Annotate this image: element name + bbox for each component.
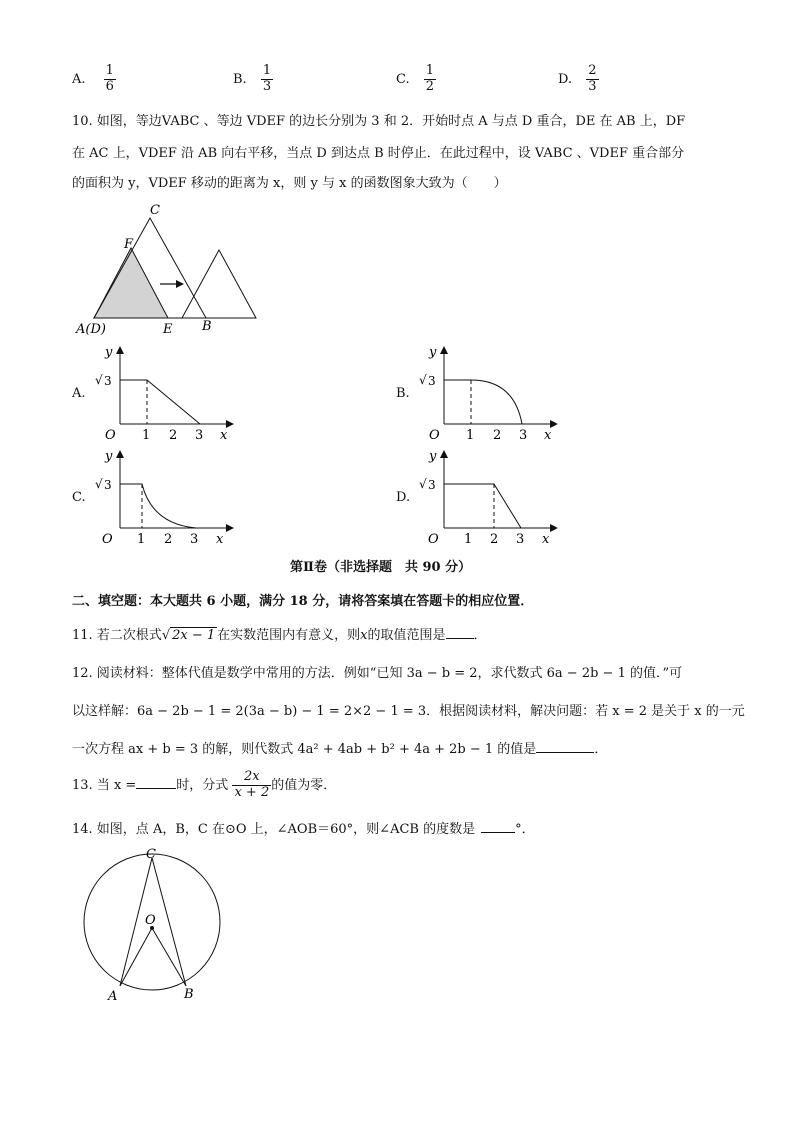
svg-text:B: B [184, 987, 194, 1002]
svg-text:2: 2 [169, 428, 178, 442]
part2-title: 第Ⅱ卷（非选择题 共 90 分） [290, 560, 472, 575]
graph-c-curve [120, 484, 196, 528]
q12-line-3: 一次方程 ax + b = 3 的解，则代数式 4a² + 4ab + b² + 4a + 2b − 1 的值是 ． [72, 742, 608, 757]
svg-text:y: y [105, 449, 113, 464]
svg-text:x: x [220, 428, 228, 442]
svg-text:x: x [216, 532, 224, 546]
q9-option-a: A. $\frac{1}{6}$ [72, 63, 114, 94]
graph-b [414, 342, 574, 442]
svg-text:C: C [146, 847, 156, 862]
q9-option-c: C. $\frac{1}{2}$ [396, 63, 435, 94]
q12-answer-blank[interactable] [536, 740, 594, 753]
q10-option-a-label: A. [72, 386, 86, 401]
angle-aob [120, 928, 186, 986]
section2-title: 二、填空题：本大题共 6 小题，满分 18 分，请将答案填在答题卡的相应位置． [72, 594, 534, 609]
q14-answer-blank[interactable] [481, 820, 515, 833]
svg-text:O: O [105, 428, 116, 442]
svg-text:y: y [429, 345, 437, 360]
sqrt-symbol: √ [161, 628, 171, 643]
svg-text:√: √ [95, 373, 103, 387]
q9-option-d: D. $\frac{2}{3}$ [558, 63, 597, 94]
label-e: E [163, 322, 173, 337]
q12-line-2: 以这样解：6a − 2b − 1 = 2(3a − b) − 1 = 2×2 − 1 = 3．根据阅读材料，解决问题：若 x = 2 是关于 x 的一元 [72, 704, 745, 719]
q11: 11. 若二次根式√ 2x − 1 在实数范围内有意义，则x的取值范围是 ． [72, 628, 487, 643]
q13: 13. 当 x = 时，分式 $\frac{2x}{x + 2}$ 的值为零． [72, 769, 337, 800]
svg-text:x: x [544, 428, 552, 442]
graph-b-curve [444, 380, 522, 424]
svg-text:√: √ [95, 477, 103, 491]
svg-text:3: 3 [195, 428, 204, 442]
q9-option-b: B. $\frac{1}{3}$ [233, 63, 272, 94]
q10-option-d-label: D. [396, 490, 411, 505]
graph-d [414, 446, 574, 546]
arrow-head [176, 280, 184, 288]
q10-line-3: 的面积为 y，VDEF 移动的距离为 x，则 y 与 x 的函数图象大致为（ ） [72, 176, 507, 191]
svg-text:1: 1 [142, 428, 151, 442]
svg-text:3: 3 [104, 374, 112, 388]
q10-option-c-label: C. [72, 490, 86, 505]
svg-text:√: √ [419, 373, 427, 387]
q12-line-1: 12. 阅读材料：整体代值是数学中常用的方法．例如“已知 3a − b = 2，求代数式 6a − 2b − 1 的值．”可 [72, 666, 683, 681]
graph-d-curve [444, 484, 521, 528]
graph-c [90, 446, 250, 546]
label-c: C [150, 203, 160, 218]
q11-answer-blank[interactable] [446, 626, 474, 639]
triangle-moved [182, 250, 256, 318]
svg-text:O: O [429, 428, 440, 442]
svg-text:3: 3 [104, 478, 112, 492]
q13-answer-blank[interactable] [136, 776, 176, 789]
q10-option-b-label: B. [396, 386, 410, 401]
svg-text:y: y [105, 345, 113, 360]
svg-text:3: 3 [190, 532, 199, 546]
q14-circle-figure [78, 844, 228, 1004]
triangle-def-shaded [94, 248, 168, 318]
svg-text:√: √ [419, 477, 427, 491]
q14: 14. 如图，点 A，B，C 在⊙O 上，∠AOB＝60°，则∠ACB 的度数是 °． [72, 822, 535, 837]
svg-text:A: A [108, 989, 118, 1004]
svg-text:1: 1 [137, 532, 146, 546]
svg-text:2: 2 [493, 428, 502, 442]
svg-text:3: 3 [516, 532, 525, 546]
graph-a-curve [120, 380, 200, 424]
svg-text:2: 2 [490, 532, 499, 546]
q10-triangle-figure [70, 200, 270, 340]
svg-text:2: 2 [164, 532, 173, 546]
graph-a [90, 342, 250, 442]
svg-text:1: 1 [466, 428, 475, 442]
svg-text:y: y [429, 449, 437, 464]
q10-line-1: 10. 如图，等边VABC 、等边 VDEF 的边长分别为 3 和 2．开始时点 A 与点 D 重合，DE 在 AB 上，DF [72, 114, 686, 129]
svg-text:O: O [102, 532, 113, 546]
label-b: B [202, 319, 212, 334]
svg-text:O: O [145, 913, 156, 928]
svg-text:3: 3 [519, 428, 528, 442]
label-f: F [124, 237, 134, 252]
svg-text:O: O [428, 532, 439, 546]
svg-text:3: 3 [428, 478, 436, 492]
label-ad: A(D) [76, 322, 106, 337]
svg-text:3: 3 [428, 374, 436, 388]
svg-text:x: x [542, 532, 550, 546]
svg-text:1: 1 [464, 532, 473, 546]
q10-line-2: 在 AC 上，VDEF 沿 AB 向右平移，当点 D 到达点 B 时停止．在此过程中，设 VABC 、VDEF 重合部分 [72, 146, 685, 161]
